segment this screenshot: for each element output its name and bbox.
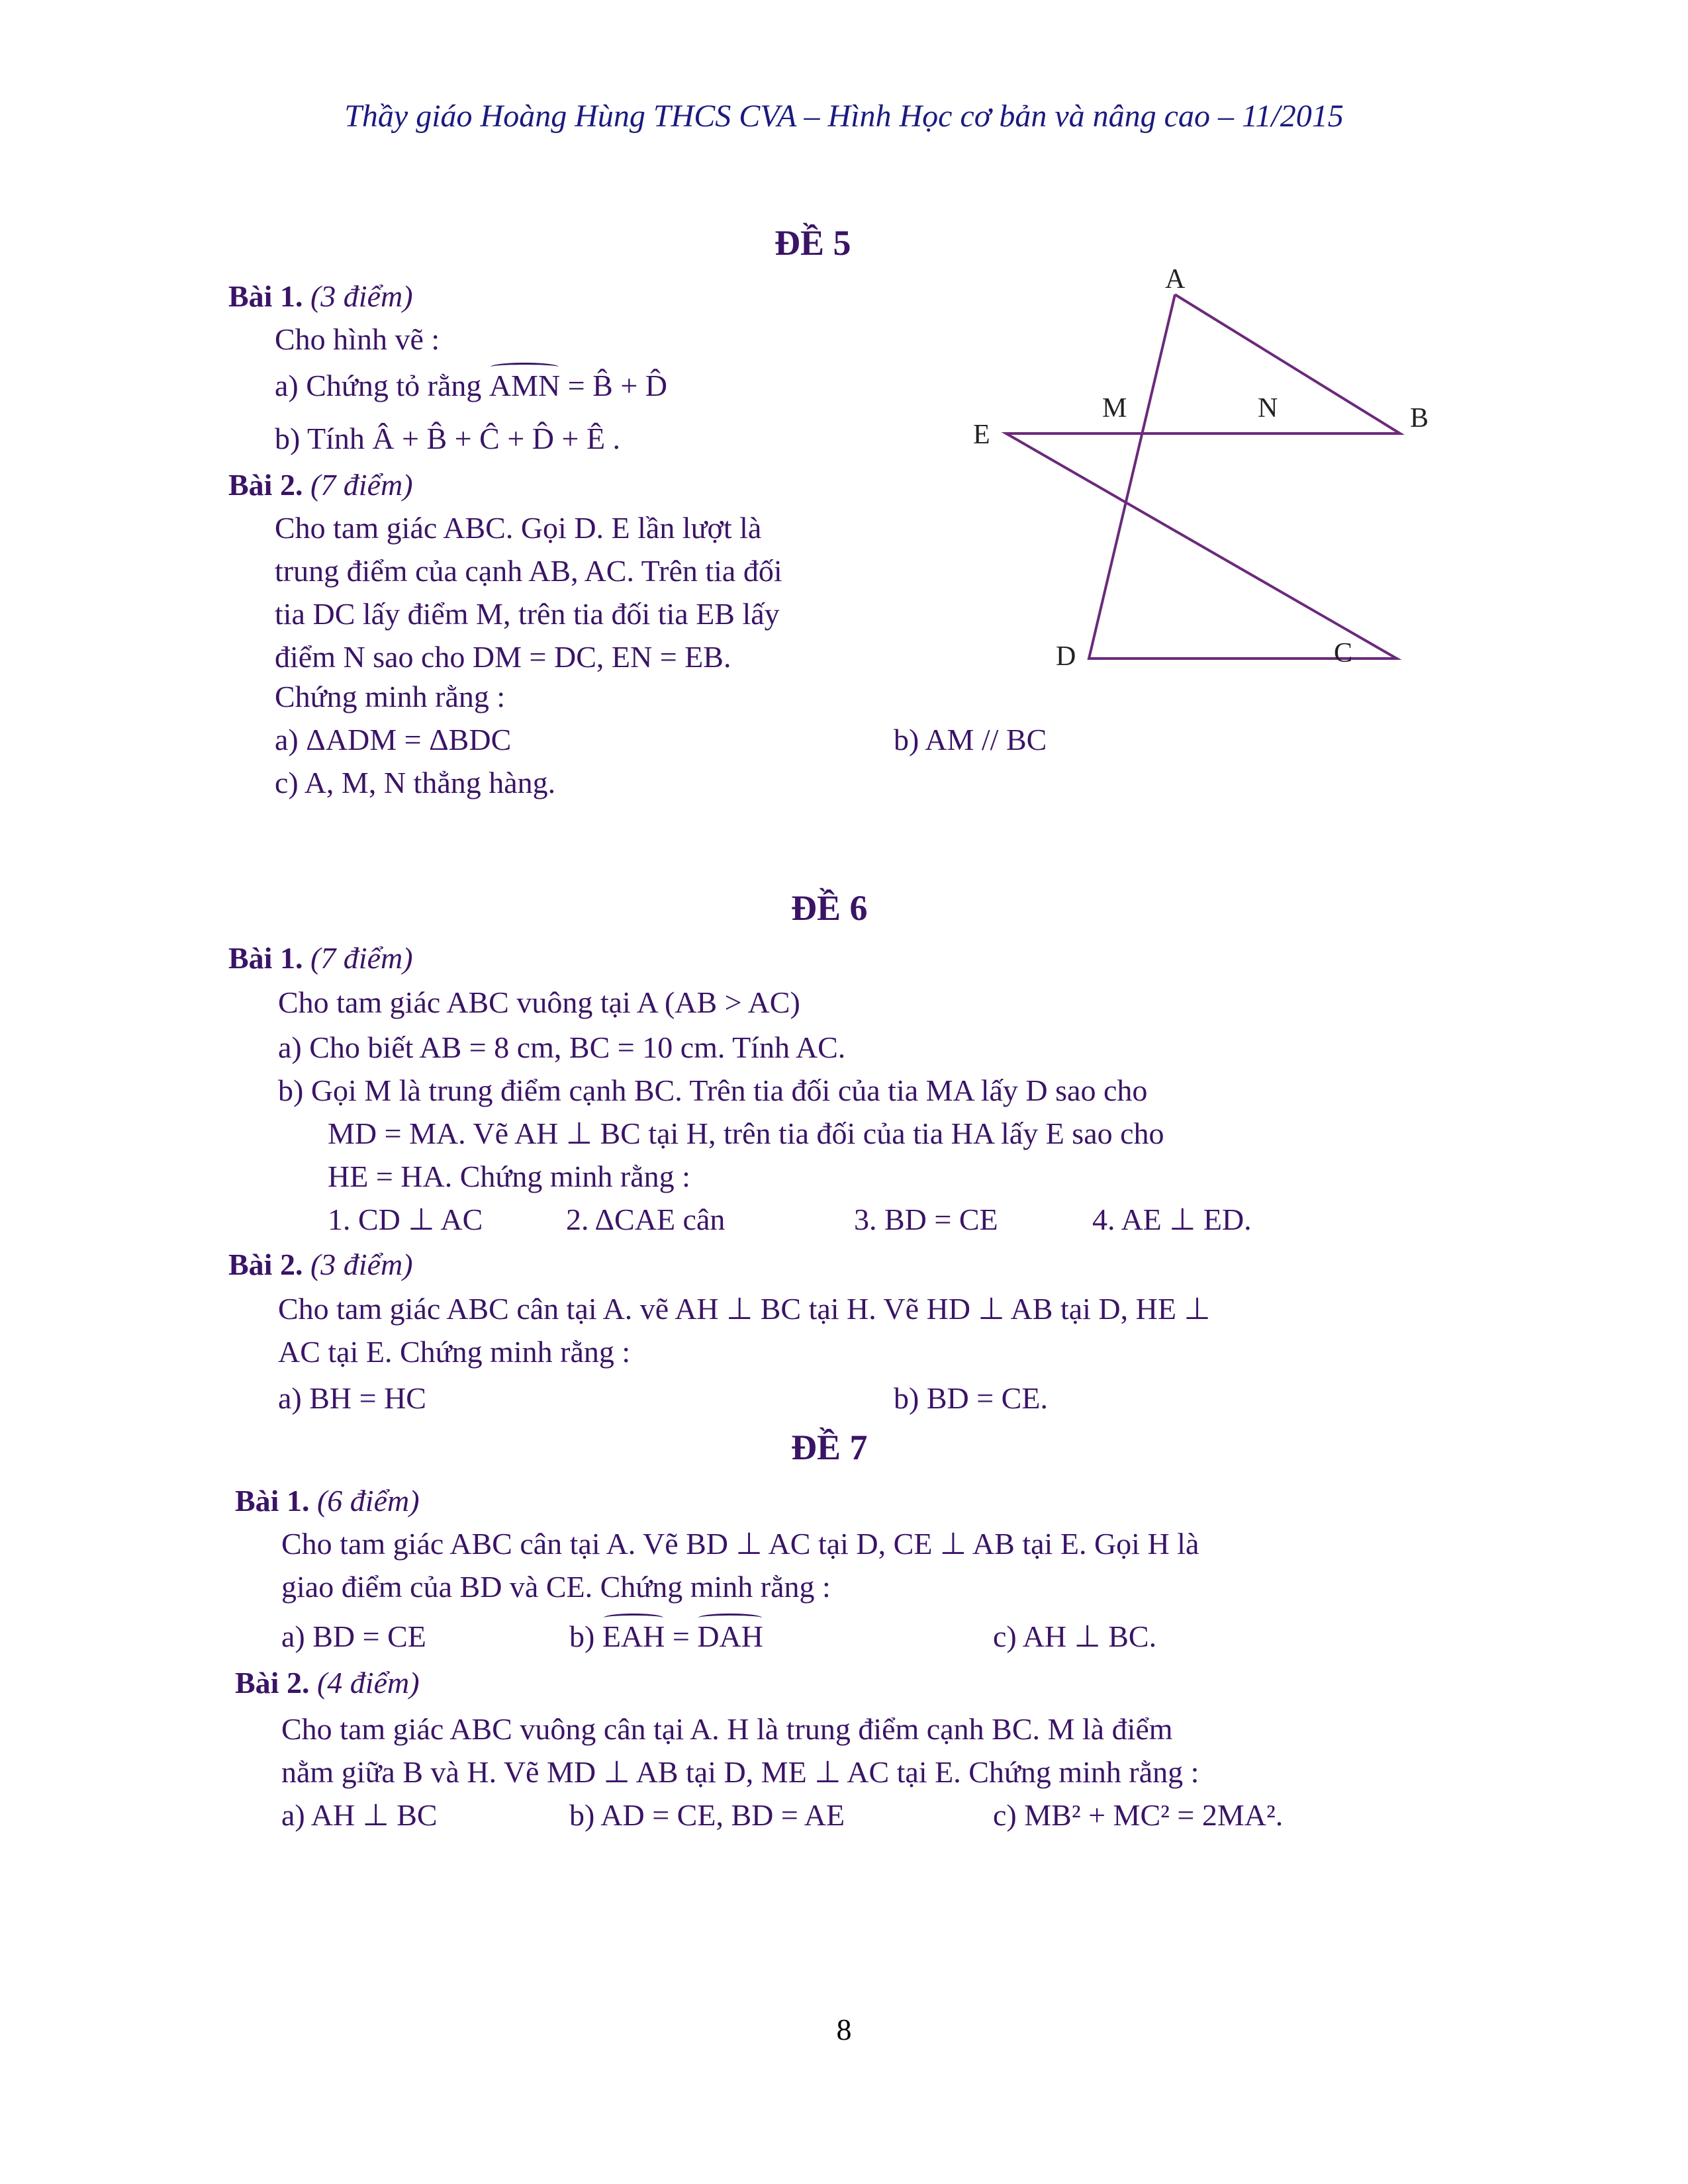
de7-bai1-line2: giao điểm của BD và CE. Chứng minh rằng :: [281, 1570, 831, 1604]
de6-bai1-a: a) Cho biết AB = 8 cm, BC = 10 cm. Tính AC.: [278, 1030, 846, 1064]
de7-bai2-line1: Cho tam giác ABC vuông cân tại A. H là trung điểm cạnh BC. M là điểm: [281, 1712, 1173, 1746]
de5-bai1-a: [275, 371, 667, 401]
de6-bai2-line1: Cho tam giác ABC cân tại A. vẽ AH ⊥ BC tại H. Vẽ HD ⊥ AB tại D, HE ⊥: [278, 1292, 1211, 1326]
de6-bai1-p3: 3. BD = CE: [854, 1203, 998, 1236]
de7-bai1-c: c) AH ⊥ BC.: [993, 1619, 1157, 1653]
point-label-d: D: [1056, 641, 1076, 672]
de5-bai1-a-rest: = B̂ + D̂: [560, 369, 668, 402]
de6-bai2-label: Bài 2.: [228, 1248, 303, 1281]
page-header: Thầy giáo Hoàng Hùng THCS CVA – Hình Học cơ bản và nâng cao – 11/2015: [344, 99, 1344, 134]
point-label-c: C: [1334, 638, 1353, 668]
de5-bai2-b: b) AM // BC: [894, 723, 1047, 756]
de5-bai1-a-angle: AMN: [489, 369, 561, 402]
de7-bai2-a: a) AH ⊥ BC: [281, 1798, 438, 1832]
de5-bai1-label: Bài 1.: [228, 279, 303, 313]
point-label-a: A: [1165, 265, 1186, 295]
de7-bai1-points: (6 điểm): [316, 1484, 420, 1518]
de5-bai2-points: (7 điểm): [310, 468, 413, 502]
de7-bai1-line1: Cho tam giác ABC cân tại A. Vẽ BD ⊥ AC tại D, CE ⊥ AB tại E. Gọi H là: [281, 1527, 1199, 1561]
de7-bai2-c: c) MB² + MC² = 2MA².: [993, 1798, 1284, 1832]
point-label-m: M: [1102, 393, 1127, 424]
de5-bai1-a-prefix: a) Chứng tỏ rằng: [275, 369, 489, 402]
point-label-e: E: [973, 420, 990, 450]
de5-bai2-line3: tia DC lấy điểm M, trên tia đối tia EB lấy: [275, 597, 780, 631]
de7-bai2-points: (4 điểm): [316, 1666, 420, 1700]
de5-bai1-heading: [228, 281, 413, 312]
de6-bai1-line1: Cho tam giác ABC vuông tại A (AB > AC): [278, 985, 800, 1019]
point-label-n: N: [1258, 393, 1278, 424]
de6-bai1-points: (7 điểm): [310, 941, 413, 975]
de7-bai1-b: [569, 1621, 763, 1652]
de6-bai1-label: Bài 1.: [228, 941, 303, 975]
de6-bai1-heading: [228, 943, 413, 974]
de6-title: ĐỀ 6: [791, 888, 868, 928]
de5-title: ĐỀ 5: [774, 223, 851, 263]
de5-bai2-line2: trung điểm của cạnh AB, AC. Trên tia đối: [275, 554, 782, 588]
de6-bai1-p4: 4. AE ⊥ ED.: [1092, 1203, 1252, 1236]
de5-bai2-c: c) A, M, N thẳng hàng.: [275, 766, 556, 799]
de5-bai2-line1: Cho tam giác ABC. Gọi D. E lần lượt là: [275, 511, 762, 545]
de7-bai1-b-equals: =: [665, 1619, 698, 1653]
pentagram-figure: [973, 265, 1450, 675]
de6-bai2-a: a) BH = HC: [278, 1381, 426, 1415]
de5-bai2-label: Bài 2.: [228, 468, 303, 502]
de7-bai1-b-prefix: b): [569, 1619, 602, 1653]
de6-bai1-b3: HE = HA. Chứng minh rằng :: [328, 1160, 690, 1193]
de5-bai2-a: a) ΔADM = ΔBDC: [275, 723, 512, 756]
de7-bai1-b-angle-dah: DAH: [697, 1619, 763, 1653]
de5-bai1-intro: Cho hình vẽ :: [275, 322, 440, 356]
de7-bai1-label: Bài 1.: [235, 1484, 310, 1518]
de5-bai1-b: b) Tính Â + B̂ + Ĉ + D̂ + Ê .: [275, 422, 621, 455]
de7-bai2-line2: nằm giữa B và H. Vẽ MD ⊥ AB tại D, ME ⊥ AC tại E. Chứng minh rằng :: [281, 1755, 1199, 1789]
de7-bai1-b-angle-eah: EAH: [602, 1619, 665, 1653]
de6-bai1-b1: b) Gọi M là trung điểm cạnh BC. Trên tia đối của tia MA lấy D sao cho: [278, 1073, 1148, 1107]
de6-bai2-points: (3 điểm): [310, 1248, 413, 1281]
point-label-b: B: [1410, 403, 1429, 433]
de7-bai1-heading: [235, 1486, 420, 1516]
de6-bai2-b: b) BD = CE.: [894, 1381, 1048, 1415]
star-outline: [1006, 295, 1400, 659]
de5-bai2-line4: điểm N sao cho DM = DC, EN = EB.: [275, 640, 731, 674]
de6-bai1-p1: 1. CD ⊥ AC: [328, 1203, 483, 1236]
de6-bai2-line2: AC tại E. Chứng minh rằng :: [278, 1335, 631, 1369]
de7-bai2-label: Bài 2.: [235, 1666, 310, 1700]
page-number: 8: [836, 2013, 852, 2046]
de5-bai2-line5: Chứng minh rằng :: [275, 680, 506, 713]
de6-bai2-heading: [228, 1250, 413, 1280]
de6-bai1-p2: 2. ΔCAE cân: [566, 1203, 726, 1236]
de7-title: ĐỀ 7: [791, 1428, 868, 1467]
de7-bai2-b: b) AD = CE, BD = AE: [569, 1798, 845, 1832]
de7-bai1-a: a) BD = CE: [281, 1619, 426, 1653]
de5-bai2-heading: [228, 470, 413, 500]
de5-bai1-points: (3 điểm): [310, 279, 413, 313]
de7-bai2-heading: [235, 1668, 420, 1698]
de6-bai1-b2: MD = MA. Vẽ AH ⊥ BC tại H, trên tia đối của tia HA lấy E sao cho: [328, 1116, 1164, 1150]
